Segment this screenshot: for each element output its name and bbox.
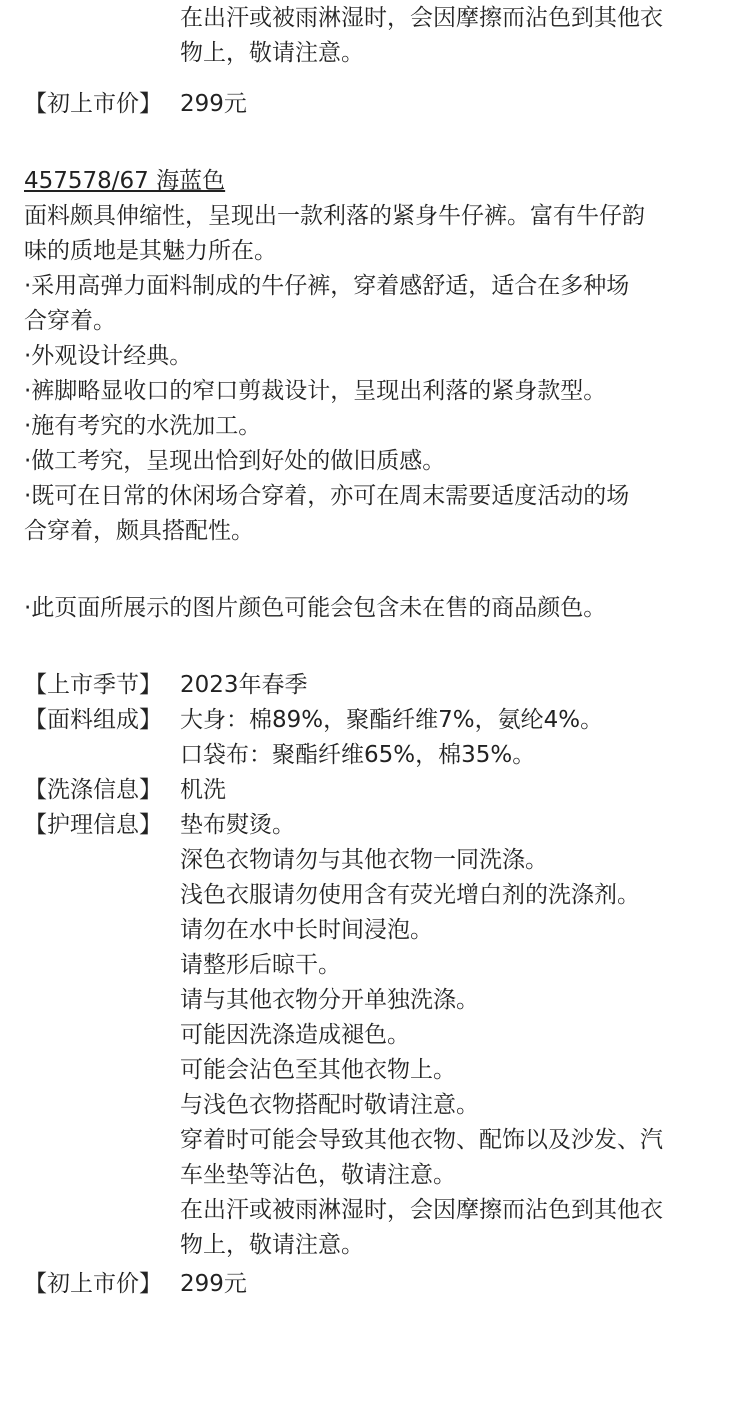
care-line: 请整形后晾干。 [180,952,341,978]
wash-label: 【洗涤信息】 [24,777,162,803]
care-line: 车坐垫等沾色，敬请注意。 [180,1162,456,1188]
care-row [0,808,750,1263]
price-label: 【初上市价】 [24,91,162,117]
feature-item [24,409,730,444]
care-line: 可能因洗涤造成褪色。 [180,1022,410,1048]
feature-line: ·采用高弹力面料制成的牛仔裤，穿着感舒适，适合在多种场 [24,273,630,299]
section-gap [0,122,750,164]
feature-line: ·外观设计经典。 [24,343,193,369]
care-line: 垫布熨烫。 [180,812,295,838]
intro-line: 味的质地是其魅力所在。 [24,238,277,264]
price-label: 【初上市价】 [24,1271,162,1297]
feature-line: 合穿着，颇具搭配性。 [24,518,254,544]
section-gap [0,549,750,591]
feature-item [24,374,730,409]
care-info-tail [0,1,750,71]
fabric-row [0,703,750,773]
fabric-line: 口袋布：聚酯纤维65%，棉35%。 [180,742,536,768]
care-tail-line: 物上，敬请注意。 [180,40,364,66]
care-line: 请与其他衣物分开单独洗涤。 [180,987,479,1013]
product-code-color: 457578/67 海蓝色 [24,168,226,194]
section-gap [0,626,750,668]
care-line: 深色衣物请勿与其他衣物一同洗涤。 [180,847,548,873]
price-row [0,1267,750,1302]
feature-line: ·裤脚略显收口的窄口剪裁设计，呈现出利落的紧身款型。 [24,378,607,404]
feature-line: ·施有考究的水洗加工。 [24,413,262,439]
price-row-top [0,87,750,122]
fabric-line: 大身：棉89%，聚酯纤维7%，氨纶4%。 [180,707,604,733]
color-note: ·此页面所展示的图片颜色可能会包含未在售的商品颜色。 [24,595,607,621]
intro-line: 面料颇具伸缩性，呈现出一款利落的紧身牛仔裤。富有牛仔韵 [24,203,645,229]
season-value: 2023年春季 [180,672,308,698]
care-values [180,808,750,1263]
care-tail-line: 在出汗或被雨淋湿时，会因摩擦而沾色到其他衣 [180,5,663,31]
feature-item [24,339,730,374]
care-line: 请勿在水中长时间浸泡。 [180,917,433,943]
care-line: 穿着时可能会导致其他衣物、配饰以及沙发、汽 [180,1127,663,1153]
care-line: 可能会沾色至其他衣物上。 [180,1057,456,1083]
wash-value: 机洗 [180,777,226,803]
price-value: 299元 [180,1271,247,1297]
care-label: 【护理信息】 [24,812,162,838]
care-line: 浅色衣服请勿使用含有荧光增白剂的洗涤剂。 [180,882,640,908]
fabric-label: 【面料组成】 [24,707,162,733]
care-line: 与浅色衣物搭配时敬请注意。 [180,1092,479,1118]
feature-line: 合穿着。 [24,308,116,334]
care-line: 物上，敬请注意。 [180,1232,364,1258]
wash-row [0,773,750,808]
product-intro [0,199,750,269]
feature-item [24,444,730,479]
season-row [0,668,750,703]
feature-line: ·既可在日常的休闲场合穿着，亦可在周末需要适度活动的场 [24,483,630,509]
care-line: 在出汗或被雨淋湿时，会因摩擦而沾色到其他衣 [180,1197,663,1223]
feature-line: ·做工考究，呈现出恰到好处的做旧质感。 [24,448,446,474]
price-value: 299元 [180,91,247,117]
feature-item [24,479,730,549]
product-detail-page [0,1,750,1302]
fabric-values [180,703,750,773]
feature-item [24,269,730,339]
feature-list [0,269,750,549]
season-label: 【上市季节】 [24,672,162,698]
